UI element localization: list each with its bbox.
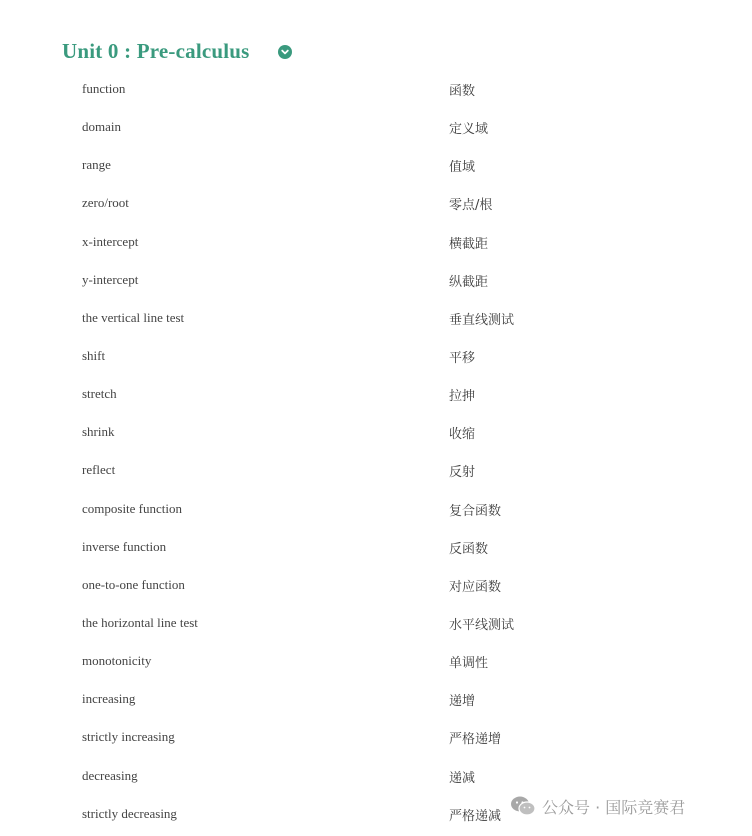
vocab-chinese-term: 复合函数	[449, 503, 502, 519]
vocab-english-term: increasing	[82, 691, 136, 707]
vocab-chinese-term: 递减	[449, 770, 476, 786]
wechat-icon	[510, 795, 536, 817]
vocab-row	[0, 375, 752, 413]
vocab-chinese-term: 横截距	[449, 236, 489, 252]
section-title: Unit 0 : Pre-calculus	[62, 38, 250, 63]
watermark	[510, 792, 685, 820]
vocab-row	[0, 642, 752, 680]
vocab-english-term: domain	[82, 119, 121, 135]
vocab-english-term: one-to-one function	[82, 576, 185, 592]
vocab-row	[0, 261, 752, 299]
vocab-row	[0, 490, 752, 528]
vocab-english-term: x-intercept	[82, 233, 139, 249]
vocab-row	[0, 604, 752, 642]
vocab-row	[0, 680, 752, 718]
vocab-english-term: stretch	[82, 386, 117, 402]
vocab-chinese-term: 平移	[449, 350, 476, 366]
vocab-row	[0, 451, 752, 489]
vocab-row	[0, 566, 752, 604]
vocab-english-term: function	[82, 81, 126, 96]
vocab-english-term: shift	[82, 347, 106, 363]
vocab-chinese-term: 反射	[449, 465, 476, 481]
vocab-row	[0, 413, 752, 451]
vocab-english-term: composite function	[82, 500, 183, 516]
vocabulary-list	[0, 70, 752, 833]
vocab-row	[0, 146, 752, 184]
vocab-english-term: the vertical line test	[82, 309, 185, 325]
vocab-english-term: inverse function	[82, 538, 167, 554]
vocab-row	[0, 223, 752, 261]
vocab-english-term: zero/root	[82, 195, 129, 211]
vocab-chinese-term: 值域	[449, 160, 476, 176]
vocab-row	[0, 337, 752, 375]
vocab-english-term: y-intercept	[82, 271, 139, 287]
vocab-chinese-term: 定义域	[449, 122, 489, 138]
vocab-chinese-term: 严格递增	[449, 732, 502, 748]
chevron-down-icon[interactable]	[278, 45, 292, 59]
vocab-chinese-term: 严格递减	[449, 808, 502, 824]
vocab-english-term: shrink	[82, 424, 115, 440]
watermark-text: 公众号 · 国际竞赛君	[542, 797, 686, 817]
vocab-chinese-term: 单调性	[449, 656, 489, 672]
section-header[interactable]	[62, 36, 292, 66]
vocab-english-term: strictly decreasing	[82, 805, 177, 821]
vocab-row	[0, 299, 752, 337]
vocab-row	[0, 184, 752, 222]
vocab-chinese-term: 拉抻	[449, 389, 476, 405]
vocab-chinese-term: 递增	[449, 694, 476, 710]
vocab-chinese-term: 垂直线测试	[449, 312, 515, 328]
vocab-row	[0, 70, 752, 108]
vocab-chinese-term: 零点/根	[449, 198, 493, 214]
vocab-english-term: monotonicity	[82, 653, 152, 669]
vocab-chinese-term: 水平线测试	[449, 617, 515, 633]
vocab-english-term: range	[82, 157, 111, 173]
vocab-english-term: the horizontal line test	[82, 614, 198, 630]
vocab-chinese-term: 对应函数	[449, 579, 502, 595]
vocab-english-term: strictly increasing	[82, 729, 175, 745]
vocab-row	[0, 108, 752, 146]
vocab-chinese-term: 反函数	[449, 541, 489, 557]
vocab-english-term: decreasing	[82, 767, 138, 783]
vocab-chinese-term: 函数	[449, 84, 476, 99]
vocab-row	[0, 718, 752, 756]
vocab-chinese-term: 收缩	[449, 427, 476, 443]
vocab-chinese-term: 纵截距	[449, 274, 489, 290]
vocab-row	[0, 528, 752, 566]
vocab-row	[0, 757, 752, 795]
vocab-english-term: reflect	[82, 462, 116, 478]
